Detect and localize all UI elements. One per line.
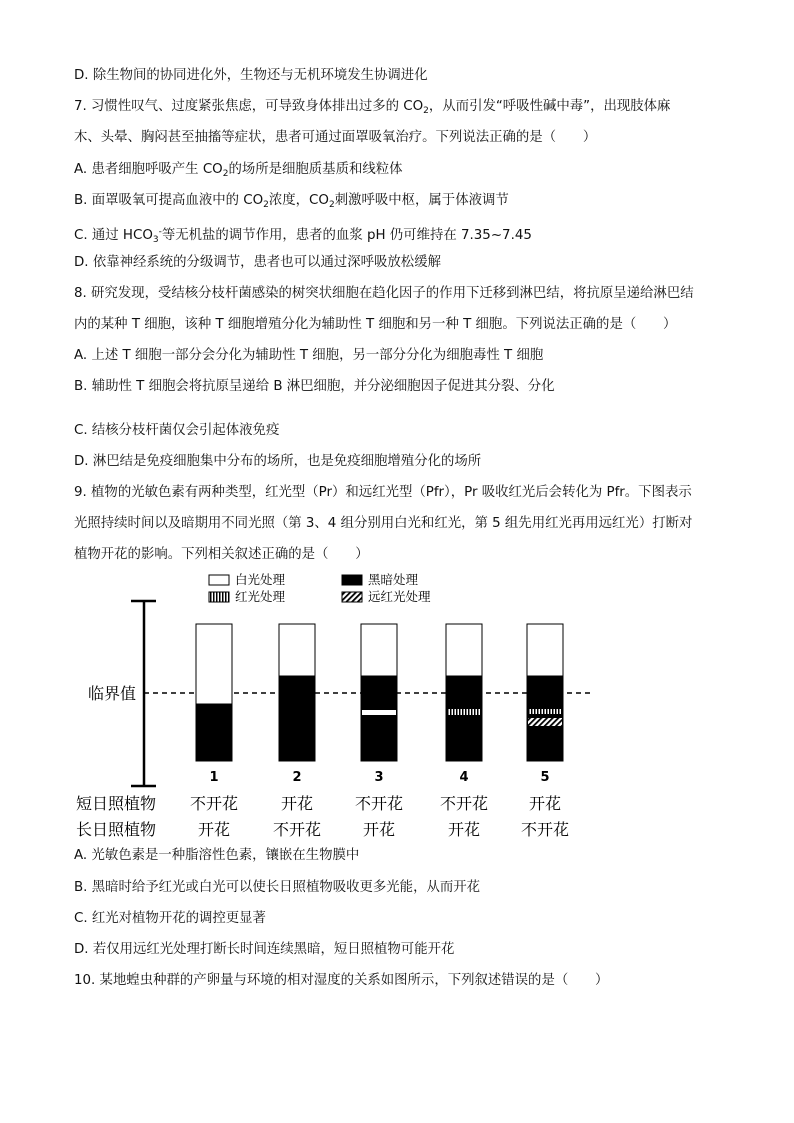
critical-value-label: 临界值 bbox=[88, 684, 137, 703]
q9-option-a: A. 光敏色素是一种脂溶性色素，镶嵌在生物膜中 bbox=[74, 848, 360, 863]
q7-stem-line2: 木、头晕、胸闷甚至抽搐等症状，患者可通过面罩吸氧治疗。下列说法正确的是（ ） bbox=[74, 130, 597, 145]
group-number-5: 5 bbox=[540, 770, 550, 785]
bar-group-1 bbox=[196, 624, 232, 761]
bar-5-red-interruption bbox=[528, 709, 562, 714]
bar-5-light bbox=[527, 624, 563, 676]
row-label-short-day: 短日照植物 bbox=[76, 794, 157, 813]
bar-4-light bbox=[446, 624, 482, 676]
bar-3-dark bbox=[361, 676, 397, 761]
short-day-result-3: 不开花 bbox=[354, 794, 404, 813]
q8-stem-line2: 内的某种 T 细胞，该种 T 细胞增殖分化为辅助性 T 细胞和另一种 T 细胞。下列说法正确的是（ ） bbox=[74, 317, 677, 332]
long-day-result-4: 开花 bbox=[447, 820, 481, 839]
short-day-result-1: 不开花 bbox=[189, 794, 239, 813]
legend-white-label: 白光处理 bbox=[235, 572, 286, 587]
short-day-result-5: 开花 bbox=[528, 794, 562, 813]
q9-option-c: C. 红光对植物开花的调控更显著 bbox=[74, 911, 266, 926]
bar-3-white-interruption bbox=[362, 710, 396, 715]
legend-red-swatch bbox=[209, 592, 229, 602]
bar-5-farred-interruption bbox=[528, 718, 562, 726]
bar-1-dark bbox=[196, 704, 232, 761]
q8-option-a: A. 上述 T 细胞一部分会分化为辅助性 T 细胞，另一部分分化为细胞毒性 T 细胞 bbox=[74, 348, 544, 363]
bar-group-3 bbox=[361, 624, 397, 761]
bar-3-light bbox=[361, 624, 397, 676]
bar-group-4 bbox=[446, 624, 482, 761]
long-day-result-3: 开花 bbox=[362, 820, 396, 839]
q8-option-b: B. 辅助性 T 细胞会将抗原呈递给 B 淋巴细胞，并分泌细胞因子促进其分裂、分化 bbox=[74, 379, 555, 394]
q9-option-b: B. 黑暗时给予红光或白光可以使长日照植物吸收更多光能，从而开花 bbox=[74, 880, 481, 895]
legend-dark-swatch bbox=[342, 575, 362, 585]
group-number-3: 3 bbox=[374, 770, 384, 785]
group-number-1: 1 bbox=[209, 770, 219, 785]
q6-option-d: D. 除生物间的协同进化外，生物还与无机环境发生协调进化 bbox=[74, 68, 428, 83]
q8-option-d: D. 淋巴结是免疫细胞集中分布的场所，也是免疫细胞增殖分化的场所 bbox=[74, 454, 482, 469]
q9-option-d: D. 若仅用远红光处理打断长时间连续黑暗，短日照植物可能开花 bbox=[74, 942, 455, 957]
long-day-result-2: 不开花 bbox=[272, 820, 322, 839]
q8-option-c: C. 结核分枝杆菌仅会引起体液免疫 bbox=[74, 423, 280, 438]
bar-2-light bbox=[279, 624, 315, 676]
legend-farred-label: 远红光处理 bbox=[368, 589, 431, 604]
q7-stem-line1: 7. 习惯性叹气、过度紧张焦虑，可导致身体排出过多的 $CO_2$，从而引发“呼吸性碱中毒”，出现肢体麻 bbox=[74, 99, 671, 116]
group-number-2: 2 bbox=[292, 770, 302, 785]
short-day-result-2: 开花 bbox=[280, 794, 314, 813]
q7-option-d: D. 依靠神经系统的分级调节，患者也可以通过深呼吸放松缓解 bbox=[74, 255, 441, 270]
long-day-result-5: 不开花 bbox=[520, 820, 570, 839]
row-label-long-day: 长日照植物 bbox=[76, 820, 157, 839]
legend-white-swatch bbox=[209, 575, 229, 585]
q8-stem-line1: 8. 研究发现，受结核分枝杆菌感染的树突状细胞在趋化因子的作用下迁移到淋巴结，将抗原呈递给淋巴结 bbox=[74, 286, 694, 301]
legend-dark-label: 黑暗处理 bbox=[368, 572, 419, 587]
bar-group-2 bbox=[279, 624, 315, 761]
q7-option-c: C. 通过 $HCO_3^-$等无机盐的调节作用，患者的血浆 pH 仍可维持在 7.35~7.45 bbox=[74, 227, 532, 245]
group-number-4: 4 bbox=[459, 770, 469, 785]
long-day-result-1: 开花 bbox=[197, 820, 231, 839]
q10-stem: 10. 某地蝗虫种群的产卵量与环境的相对湿度的关系如图所示，下列叙述错误的是（ ） bbox=[74, 973, 609, 988]
bar-4-dark bbox=[446, 676, 482, 761]
bar-group-5 bbox=[527, 624, 563, 761]
short-day-result-4: 不开花 bbox=[439, 794, 489, 813]
q9-stem-line1: 9. 植物的光敏色素有两种类型，红光型（Pr）和远红光型（Pfr），Pr 吸收红光后会转化为 Pfr。下图表示 bbox=[74, 485, 692, 500]
legend bbox=[209, 572, 431, 604]
q9-stem-line2: 光照持续时间以及暗期用不同光照（第 3、4 组分别用白光和红光，第 5 组先用红光再用远红光）打断对 bbox=[74, 516, 693, 531]
bar-4-red-interruption bbox=[447, 709, 481, 715]
legend-red-label: 红光处理 bbox=[235, 589, 286, 604]
q7-option-b: B. 面罩吸氧可提高血液中的 $CO_2$浓度，$CO_2$刺激呼吸中枢，属于体液调节 bbox=[74, 193, 509, 210]
legend-farred-swatch bbox=[342, 592, 362, 602]
bar-2-dark bbox=[279, 676, 315, 761]
q9-stem-line3: 植物开花的影响。下列相关叙述正确的是（ ） bbox=[74, 547, 369, 562]
q7-option-a: A. 患者细胞呼吸产生 $CO_2$的场所是细胞质基质和线粒体 bbox=[74, 162, 403, 179]
photoperiod-figure bbox=[0, 568, 794, 843]
bar-1-light bbox=[196, 624, 232, 704]
